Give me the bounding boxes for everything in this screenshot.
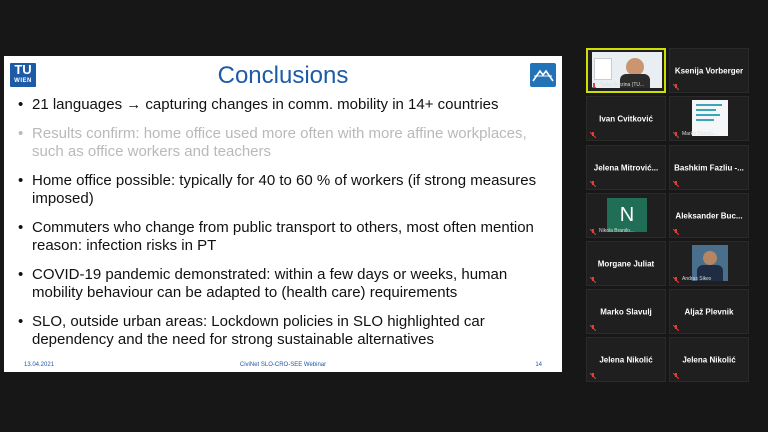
participant-name: Jelena Nikolić bbox=[682, 355, 736, 364]
participant-name: Marko Stanča... bbox=[682, 131, 718, 137]
mic-muted-icon bbox=[673, 84, 679, 90]
mic-muted-icon bbox=[590, 373, 596, 379]
participant-name: Jelena Nikolić bbox=[599, 355, 653, 364]
logo-subtext: WIEN bbox=[14, 78, 32, 84]
participant-tile[interactable] bbox=[669, 241, 749, 286]
bullet-item: • Home office possible: typically for 40 to 60 % of workers (if strong measures imposed) bbox=[18, 172, 550, 208]
shared-slide bbox=[4, 56, 562, 372]
bullet-item: • 21 languages → capturing changes in comm. mobility in 14+ countries bbox=[18, 96, 550, 114]
mic-muted-icon bbox=[590, 325, 596, 331]
participant-name: Bashkim Fazliu -... bbox=[674, 163, 744, 172]
bullet-item: • COVID-19 pandemic demonstrated: within a few days or weeks, human mobility behaviour can be adapted to (health care) requirements bbox=[18, 266, 550, 302]
participant-tile[interactable] bbox=[586, 96, 666, 141]
participant-tile[interactable] bbox=[586, 241, 666, 286]
participant-name: Aljaž Plevnik bbox=[684, 307, 734, 316]
participant-tile[interactable] bbox=[586, 48, 666, 93]
participant-name: Ivan Cvitković bbox=[599, 114, 653, 123]
slide-title: Conclusions bbox=[217, 62, 349, 89]
participant-tile[interactable] bbox=[669, 96, 749, 141]
participant-tile[interactable] bbox=[669, 48, 749, 93]
participant-name: Andras Sikes bbox=[682, 276, 712, 282]
participant-tile[interactable] bbox=[586, 337, 666, 382]
mic-icon bbox=[591, 83, 597, 89]
mic-muted-icon bbox=[590, 229, 596, 235]
avatar: N bbox=[607, 198, 647, 232]
mic-muted-icon bbox=[673, 132, 679, 138]
slide-footer-date: 13.04.2021 bbox=[24, 362, 55, 368]
mic-muted-icon bbox=[673, 277, 679, 283]
logo-text: TU bbox=[14, 62, 32, 77]
participant-name: Marko Slavulj bbox=[600, 307, 652, 316]
participant-name: Ksenija Vorberger bbox=[674, 66, 744, 75]
participant-name: Aleksander Buc... bbox=[675, 211, 743, 220]
bullet-item: • Commuters who change from public transport to others, most often mention reason: infection risks in PT bbox=[18, 219, 550, 255]
mic-muted-icon bbox=[590, 181, 596, 187]
participant-name: Morgane Juliat bbox=[597, 259, 655, 268]
participant-tile[interactable] bbox=[669, 193, 749, 238]
participant-name: Jelena Mitrović... bbox=[593, 163, 659, 172]
mic-muted-icon bbox=[673, 229, 679, 235]
participant-tile[interactable] bbox=[669, 289, 749, 334]
mic-muted-icon bbox=[673, 325, 679, 331]
bullet-item: • SLO, outside urban areas: Lockdown policies in SLO highlighted car dependency and the need for strong sustainable alternatives bbox=[18, 313, 550, 349]
mic-muted-icon bbox=[673, 181, 679, 187]
participant-name: Nikola Branilo... bbox=[599, 228, 635, 234]
mic-muted-icon bbox=[590, 132, 596, 138]
mic-muted-icon bbox=[673, 373, 679, 379]
civinet-logo bbox=[530, 63, 556, 87]
participant-tile[interactable] bbox=[586, 289, 666, 334]
slide-page-number: 14 bbox=[535, 362, 542, 368]
participant-tile[interactable] bbox=[669, 145, 749, 190]
bullet-item: • Results confirm: home office used more often with more affine workplaces, such as office workers and teachers bbox=[18, 125, 550, 161]
bullet-list bbox=[18, 96, 550, 360]
participant-name: Tadej Brezina (TU... bbox=[600, 82, 645, 88]
slide-footer-title: CiviNet SLO-CRO-SEE Webinar bbox=[239, 362, 327, 368]
participant-tile[interactable] bbox=[586, 145, 666, 190]
mic-muted-icon bbox=[590, 277, 596, 283]
participant-tile[interactable] bbox=[586, 193, 666, 238]
participant-tile[interactable] bbox=[669, 337, 749, 382]
